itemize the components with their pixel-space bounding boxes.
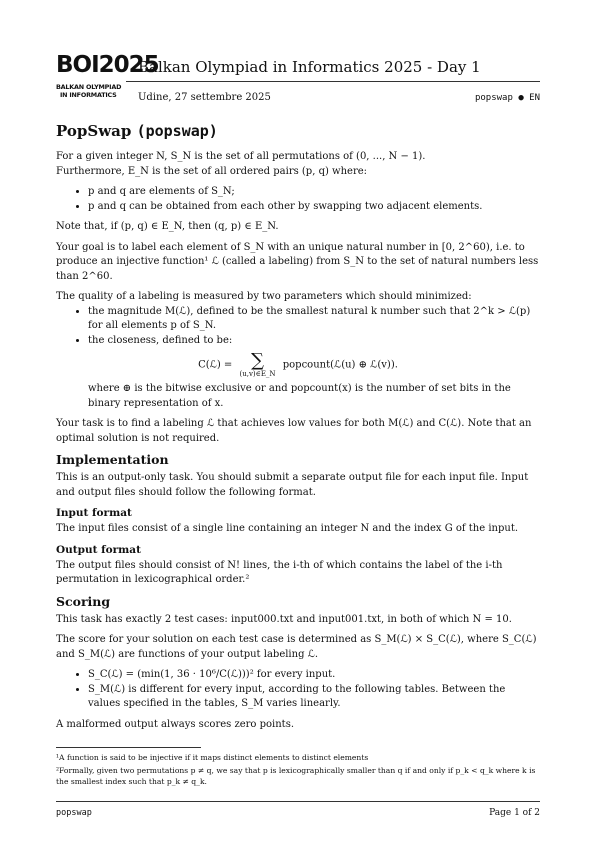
symmetry-note: Note that, if (p, q) ∈ E_N, then (q, p) ∈ E_N. [56,221,279,232]
quality-paragraph: The quality of a labeling is measured by two parameters which should minimized: [56,291,472,302]
output-format-heading: Output format [56,543,141,556]
scoring-tests: This task has exactly 2 test cases: input000.txt and input001.txt, in both of which N = 10. [56,613,512,625]
magnitude-item: • the magnitude M(ℒ), defined to be the smallest natural k number such that 2^k > ℒ(p) for all elements p of S_N. [88,305,540,334]
intro-line1: For a given integer N, S_N is the set of all permutations of (0, ..., N − 1). [56,151,426,162]
logo-mark: BOI2025 [56,52,159,78]
task-id: (popswap) [136,122,218,140]
output-format-text: The output files should consist of N! lines, the i-th of which contains the label of the i-th permutation in lexicographical order.² [56,559,503,585]
intro-line2: Furthermore, E_N is the set of all ordered pairs (p, q) where: [56,165,368,177]
content [56,122,540,738]
malformed-note: A malformed output always scores zero points. [56,718,295,730]
boi-logo [56,52,159,106]
list-item: • S_C(ℒ) = (min(1, 36 · 10⁶/C(ℒ)))² for every input. [88,668,540,683]
quality-list [56,305,540,349]
header-rule [126,81,540,82]
contest-title: Balkan Olympiad in Informatics 2025 - Day 1 [138,58,481,76]
sum-operator [239,352,275,378]
closeness-equation [56,352,540,378]
sum-sigma: ∑ [251,350,264,371]
implementation-text: This is an output-only task. You should submit a separate output file for each input file. Input and output files should follow the following format. [56,472,529,498]
task-name: PopSwap [56,122,132,140]
sum-subscript: (u,v)∈E_N [239,370,276,378]
scoring-list [56,668,540,712]
footer-rule [56,801,540,802]
input-format-text: The input files consist of a single line containing an integer N and the index G of the input. [56,523,519,534]
list-item: • S_M(ℒ) is different for every input, according to the following tables. Between the values specified in the tables, S_M varies linearly. [88,683,540,712]
page-number: Page 1 of 2 [489,808,540,818]
list-item: • p and q are elements of S_N; [88,185,540,200]
equation-right: popcount(ℒ(u) ⊕ ℒ(v)). [282,359,398,371]
task-language: popswap ● EN [474,93,540,103]
scoring-heading: Scoring [56,593,111,609]
header [56,52,540,108]
edge-conditions-list [56,185,540,214]
footnote-rule [56,747,201,748]
task-paragraph: Your task is to find a labeling ℒ that achieves low values for both M(ℒ) and C(ℒ). Note that an optimal solution is not required. [56,418,532,444]
logo-line2: IN INFORMATICS [60,91,117,99]
intro-paragraph [56,150,540,179]
list-item: • p and q can be obtained from each other by swapping two adjacent elements. [88,200,540,215]
scoring-formula: The score for your solution on each test case is determined as S_M(ℒ) × S_C(ℒ), where S_C(ℒ) and S_M(ℒ) are functions of your output labeling ℒ. [56,634,537,660]
goal-paragraph: Your goal is to label each element of S_N with an unique natural number in [0, 2^60), i.e. to produce an injective function¹ ℒ (called a labeling) from S_N to the set of natural numbers less than 2^60. [56,241,539,282]
input-format-heading: Input format [56,507,132,519]
task-title [56,122,540,140]
xor-explanation: where ⊕ is the bitwise exclusive or and popcount(x) is the number of set bits in the binary representation of x. [88,383,511,409]
logo-line1: BALKAN OLYMPIAD [56,83,122,91]
implementation-heading: Implementation [56,452,169,467]
footer-task: popswap [56,808,92,818]
footnote-2: ²Formally, given two permutations p ≠ q, we say that p is lexicographically smaller than q if and only if p_k < q_k where k is the smallest index such that p_k ≠ q_k. [56,766,536,786]
footnote-1: ¹A function is said to be injective if it maps distinct elements to distinct elements [56,753,369,762]
contest-date: Udine, 27 settembre 2025 [138,92,271,103]
closeness-item: • the closeness, defined to be: [88,334,540,349]
equation-left: C(ℒ) = [198,359,233,371]
